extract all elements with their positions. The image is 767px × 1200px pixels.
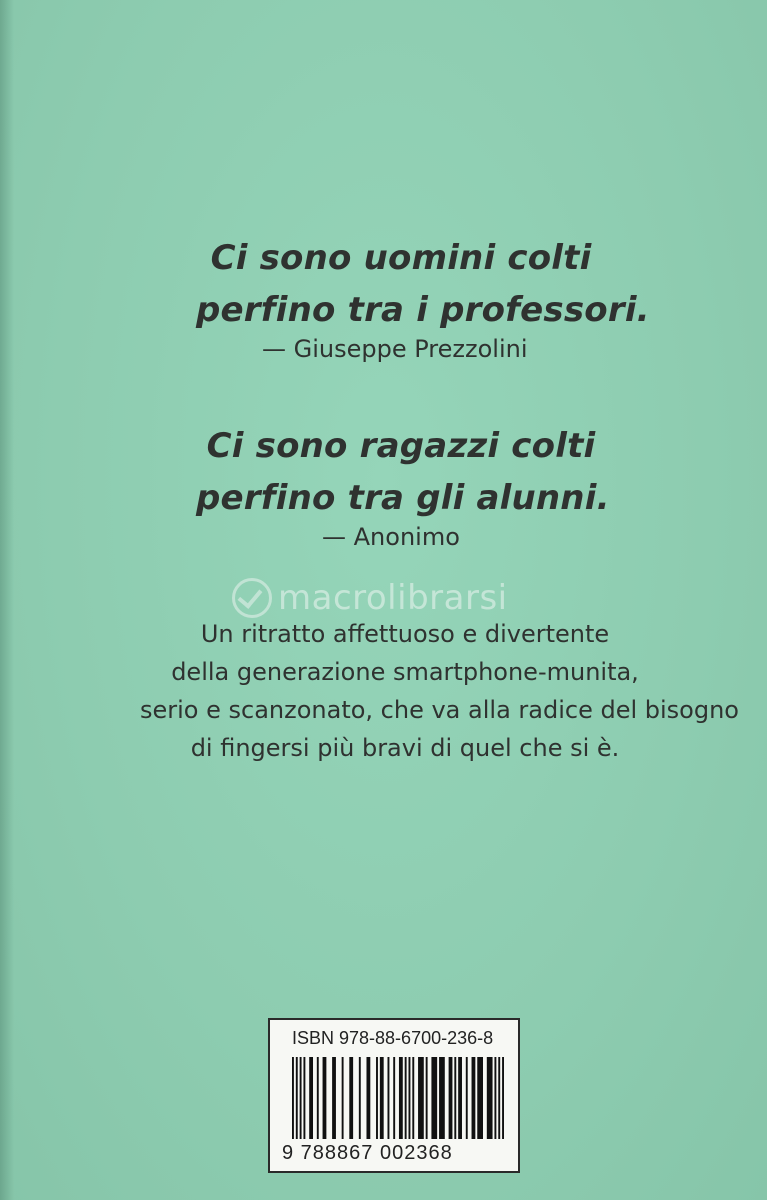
quote-1-attribution: — Giuseppe Prezzolini — [262, 335, 528, 363]
barcode-bar — [405, 1057, 407, 1139]
barcode-bar — [393, 1057, 395, 1139]
barcode-bar — [458, 1057, 462, 1139]
barcode-bar — [412, 1057, 414, 1139]
watermark-text: macrolibrarsi — [278, 578, 508, 618]
blurb-line-2: della generazione smartphone-munita, — [171, 658, 639, 686]
barcode-digits: 9 788867 002368 — [282, 1142, 453, 1164]
barcode-bar — [296, 1057, 298, 1139]
check-circle-icon — [232, 578, 272, 618]
isbn-label: ISBN 978-88-6700-236-8 — [292, 1028, 494, 1048]
barcode-bar — [477, 1057, 483, 1139]
barcode-bar — [472, 1057, 476, 1139]
barcode-bar — [426, 1057, 428, 1139]
quote-2-line-2: perfino tra gli alunni. — [196, 478, 610, 518]
barcode-bar — [303, 1057, 305, 1139]
barcode-bar — [366, 1057, 370, 1139]
spine-shadow — [0, 0, 14, 1200]
barcode-bar — [487, 1057, 493, 1139]
barcode-bar — [387, 1057, 389, 1139]
quote-1-line-2: perfino tra i professori. — [196, 290, 650, 330]
quote-1-line-1: Ci sono uomini colti — [210, 238, 592, 278]
quote-2-line-1: Ci sono ragazzi colti — [206, 426, 596, 466]
barcode-bar — [418, 1057, 424, 1139]
blurb-line-1: Un ritratto affettuoso e divertente — [200, 620, 610, 648]
barcode-box — [268, 1018, 520, 1173]
blurb-line-4: di fingersi più bravi di quel che si è. — [190, 734, 620, 762]
barcode-bar — [349, 1057, 353, 1139]
watermark — [232, 578, 508, 618]
barcode-bar — [431, 1057, 437, 1139]
barcode-bar — [309, 1057, 313, 1139]
barcode-bar — [376, 1057, 378, 1139]
barcode-bar — [342, 1057, 344, 1139]
barcode-bar — [317, 1057, 319, 1139]
barcode-bar — [494, 1057, 496, 1139]
barcode-bar — [409, 1057, 411, 1139]
barcode-bar — [292, 1057, 294, 1139]
barcode-bar — [502, 1057, 504, 1139]
barcode-bar — [439, 1057, 445, 1139]
barcode-bar — [380, 1057, 384, 1139]
barcode-bar — [498, 1057, 500, 1139]
barcode-bar — [300, 1057, 302, 1139]
barcode-bar — [449, 1057, 453, 1139]
barcode-bar — [454, 1057, 456, 1139]
quote-2-attribution: — Anonimo — [322, 523, 460, 551]
barcode-bar — [399, 1057, 403, 1139]
quote-2 — [196, 420, 610, 524]
blurb — [140, 615, 739, 767]
barcode-bar — [332, 1057, 336, 1139]
blurb-line-3: serio e scanzonato, che va alla radice del bisogno — [140, 696, 739, 724]
barcode — [292, 1057, 504, 1139]
barcode-bar — [466, 1057, 468, 1139]
barcode-bar — [359, 1057, 361, 1139]
quote-1 — [196, 232, 650, 336]
barcode-bar — [323, 1057, 327, 1139]
